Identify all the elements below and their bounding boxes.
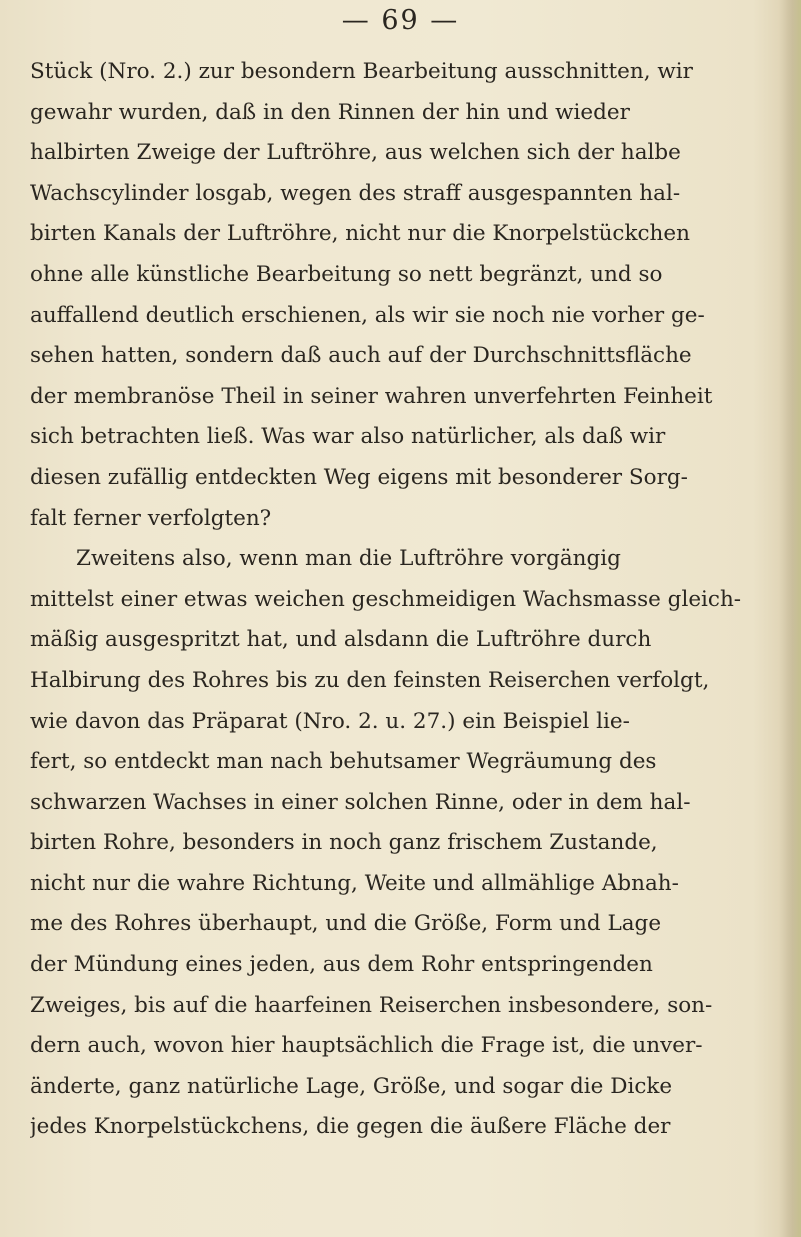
text-line: auffallend deutlich erschienen, als wir sie noch nie vorher ge-	[30, 302, 705, 328]
text-line: der membranöse Theil in seiner wahren unverfehrten Feinheit	[30, 383, 713, 409]
text-line: falt ferner verfolgten?	[30, 505, 272, 531]
text-line: der Mündung eines jeden, aus dem Rohr entspringenden	[30, 952, 653, 978]
text-line: me des Rohres überhaupt, und die Größe, Form und Lage	[30, 911, 662, 937]
text-line: diesen zufällig entdeckten Weg eigens mit besonderer Sorg-	[30, 464, 688, 490]
page-edge-shadow	[779, 0, 801, 1237]
text-line: wie davon das Präparat (Nro. 2. u. 27.) ein Beispiel lie-	[30, 708, 630, 734]
text-line: sich betrachten ließ. Was war also natürlicher, als daß wir	[30, 424, 666, 450]
text-line: Stück (Nro. 2.) zur besondern Bearbeitung ausschnitten, wir	[30, 59, 693, 84]
page-number: — 69 —	[341, 5, 460, 36]
text-line: Zweiges, bis auf die haarfeinen Reiserchen insbesondere, son-	[30, 992, 713, 1018]
text-line: Wachscylinder losgab, wegen des straff ausgespannten hal-	[30, 180, 681, 206]
text-line: jedes Knorpelstückchens, die gegen die äußere Fläche der	[30, 1114, 671, 1140]
text-line: mittelst einer etwas weichen geschmeidigen Wachsmasse gleich-	[30, 586, 742, 612]
body-text	[30, 52, 775, 1148]
text-line: dern auch, wovon hier hauptsächlich die Frage ist, die unver-	[30, 1033, 703, 1059]
text-line: nicht nur die wahre Richtung, Weite und allmählige Abnah-	[30, 870, 679, 896]
text-line: birten Kanals der Luftröhre, nicht nur die Knorpelstückchen	[30, 221, 690, 247]
text-line: birten Rohre, besonders in noch ganz frischem Zustande,	[30, 830, 658, 856]
text-line: gewahr wurden, daß in den Rinnen der hin und wieder	[30, 99, 630, 125]
text-line: halbirten Zweige der Luftröhre, aus welchen sich der halbe	[30, 140, 681, 166]
text-line: ohne alle künstliche Bearbeitung so nett begränzt, und so	[30, 261, 663, 287]
text-line: schwarzen Wachses in einer solchen Rinne, oder in dem hal-	[30, 789, 691, 815]
text-line: sehen hatten, sondern daß auch auf der Durchschnittsfläche	[30, 343, 692, 369]
text-line: mäßig ausgespritzt hat, und alsdann die Luftröhre durch	[30, 627, 652, 653]
text-line: fert, so entdeckt man nach behutsamer Wegräumung des	[30, 749, 657, 775]
paragraph-start-line: Zweitens also, wenn man die Luftröhre vorgängig	[76, 546, 621, 572]
text-line: Halbirung des Rohres bis zu den feinsten Reiserchen verfolgt,	[30, 667, 710, 693]
text-line: änderte, ganz natürliche Lage, Größe, und sogar die Dicke	[30, 1073, 673, 1099]
